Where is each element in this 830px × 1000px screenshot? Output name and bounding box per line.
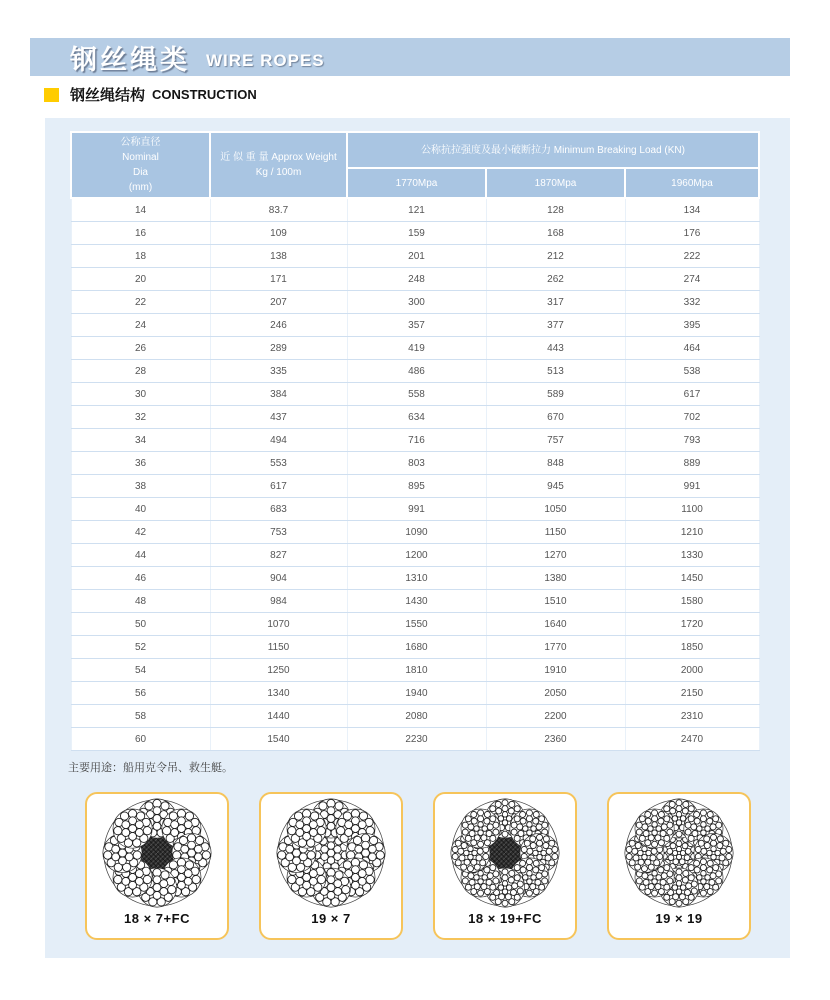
table-row <box>71 636 759 659</box>
table-cell: 332 <box>625 291 759 314</box>
table-cell: 2360 <box>486 728 625 751</box>
table-cell: 83.7 <box>210 198 347 222</box>
table-cell: 274 <box>625 268 759 291</box>
table-cell: 716 <box>347 429 486 452</box>
table-cell: 159 <box>347 222 486 245</box>
section-title-english: CONSTRUCTION <box>152 87 257 102</box>
table-row <box>71 268 759 291</box>
table-cell: 1090 <box>347 521 486 544</box>
table-cell: 419 <box>347 337 486 360</box>
header-breaking-load: 公称抗拉强度及最小破断拉力 Minimum Breaking Load (KN) <box>347 132 759 168</box>
table-cell: 1720 <box>625 613 759 636</box>
table-cell: 2470 <box>625 728 759 751</box>
table-cell: 109 <box>210 222 347 245</box>
table-cell: 16 <box>71 222 210 245</box>
table-cell: 384 <box>210 383 347 406</box>
table-cell: 26 <box>71 337 210 360</box>
construction-label: 18 × 19+FC <box>468 911 542 926</box>
table-cell: 1250 <box>210 659 347 682</box>
table-cell: 2080 <box>347 705 486 728</box>
table-cell: 1770 <box>486 636 625 659</box>
table-cell: 60 <box>71 728 210 751</box>
table-cell: 1550 <box>347 613 486 636</box>
construction-label: 19 × 7 <box>311 911 351 926</box>
table-cell: 1340 <box>210 682 347 705</box>
table-row <box>71 475 759 498</box>
table-row <box>71 521 759 544</box>
table-cell: 553 <box>210 452 347 475</box>
construction-cards <box>85 792 751 940</box>
table-cell: 1450 <box>625 567 759 590</box>
table-cell: 702 <box>625 406 759 429</box>
content-panel <box>45 118 790 958</box>
table-cell: 848 <box>486 452 625 475</box>
table-cell: 395 <box>625 314 759 337</box>
header-grade-1770: 1770Mpa <box>347 168 486 198</box>
table-row <box>71 728 759 751</box>
table-cell: 134 <box>625 198 759 222</box>
table-cell: 121 <box>347 198 486 222</box>
table-row <box>71 360 759 383</box>
table-cell: 617 <box>210 475 347 498</box>
page-title-chinese: 钢丝绳类 <box>70 44 190 75</box>
table-cell: 36 <box>71 452 210 475</box>
table-cell: 984 <box>210 590 347 613</box>
table-row <box>71 291 759 314</box>
table-cell: 1850 <box>625 636 759 659</box>
header-grade-1960: 1960Mpa <box>625 168 759 198</box>
table-cell: 1680 <box>347 636 486 659</box>
table-cell: 895 <box>347 475 486 498</box>
table-cell: 138 <box>210 245 347 268</box>
table-cell: 48 <box>71 590 210 613</box>
table-cell: 803 <box>347 452 486 475</box>
rope-cross-section-diagram <box>620 797 738 909</box>
table-cell: 171 <box>210 268 347 291</box>
table-cell: 50 <box>71 613 210 636</box>
table-cell: 2050 <box>486 682 625 705</box>
table-cell: 52 <box>71 636 210 659</box>
table-cell: 1150 <box>486 521 625 544</box>
table-cell: 1310 <box>347 567 486 590</box>
table-row <box>71 567 759 590</box>
table-cell: 1270 <box>486 544 625 567</box>
table-cell: 1330 <box>625 544 759 567</box>
table-row <box>71 337 759 360</box>
table-cell: 827 <box>210 544 347 567</box>
table-cell: 30 <box>71 383 210 406</box>
table-cell: 14 <box>71 198 210 222</box>
table-cell: 56 <box>71 682 210 705</box>
table-cell: 1150 <box>210 636 347 659</box>
page-title-band <box>30 38 790 76</box>
table-row <box>71 452 759 475</box>
table-cell: 538 <box>625 360 759 383</box>
header-approx-weight: 近 似 重 量 Approx Weight Kg / 100m <box>210 132 347 198</box>
table-cell: 1210 <box>625 521 759 544</box>
table-cell: 300 <box>347 291 486 314</box>
table-cell: 991 <box>625 475 759 498</box>
table-cell: 1100 <box>625 498 759 521</box>
table-cell: 889 <box>625 452 759 475</box>
table-cell: 2230 <box>347 728 486 751</box>
header-grade-1870: 1870Mpa <box>486 168 625 198</box>
spec-table <box>70 131 760 751</box>
table-cell: 1810 <box>347 659 486 682</box>
yellow-square-icon <box>44 88 59 102</box>
table-cell: 1540 <box>210 728 347 751</box>
table-cell: 494 <box>210 429 347 452</box>
table-row <box>71 314 759 337</box>
table-cell: 2310 <box>625 705 759 728</box>
table-cell: 34 <box>71 429 210 452</box>
table-cell: 207 <box>210 291 347 314</box>
table-cell: 683 <box>210 498 347 521</box>
table-cell: 246 <box>210 314 347 337</box>
table-cell: 176 <box>625 222 759 245</box>
table-row <box>71 222 759 245</box>
table-row <box>71 705 759 728</box>
table-row <box>71 682 759 705</box>
table-row <box>71 383 759 406</box>
construction-card <box>85 792 229 940</box>
table-cell: 46 <box>71 567 210 590</box>
table-cell: 2200 <box>486 705 625 728</box>
table-cell: 168 <box>486 222 625 245</box>
table-row <box>71 590 759 613</box>
construction-card <box>433 792 577 940</box>
table-cell: 634 <box>347 406 486 429</box>
table-cell: 1580 <box>625 590 759 613</box>
table-cell: 377 <box>486 314 625 337</box>
page-title-english: WIRE ROPES <box>206 50 325 70</box>
table-cell: 1510 <box>486 590 625 613</box>
table-cell: 32 <box>71 406 210 429</box>
rope-cross-section-diagram <box>272 797 390 909</box>
usage-note: 主要用途：船用克令吊、救生艇。 <box>68 762 233 774</box>
table-cell: 222 <box>625 245 759 268</box>
table-cell: 617 <box>625 383 759 406</box>
table-cell: 289 <box>210 337 347 360</box>
construction-card <box>607 792 751 940</box>
table-cell: 335 <box>210 360 347 383</box>
table-cell: 24 <box>71 314 210 337</box>
table-cell: 38 <box>71 475 210 498</box>
table-cell: 793 <box>625 429 759 452</box>
spec-table-wrap <box>70 131 758 751</box>
section-heading <box>44 84 257 105</box>
table-cell: 1640 <box>486 613 625 636</box>
construction-card <box>259 792 403 940</box>
table-cell: 20 <box>71 268 210 291</box>
table-cell: 128 <box>486 198 625 222</box>
table-cell: 18 <box>71 245 210 268</box>
table-cell: 248 <box>347 268 486 291</box>
table-row <box>71 245 759 268</box>
table-cell: 437 <box>210 406 347 429</box>
table-cell: 1940 <box>347 682 486 705</box>
table-cell: 40 <box>71 498 210 521</box>
table-cell: 1050 <box>486 498 625 521</box>
table-cell: 904 <box>210 567 347 590</box>
table-row <box>71 659 759 682</box>
table-cell: 1070 <box>210 613 347 636</box>
table-cell: 1430 <box>347 590 486 613</box>
table-cell: 443 <box>486 337 625 360</box>
header-nominal-dia: 公称直径 Nominal Dia (mm) <box>71 132 210 198</box>
table-cell: 486 <box>347 360 486 383</box>
table-cell: 513 <box>486 360 625 383</box>
construction-label: 18 × 7+FC <box>124 911 190 926</box>
table-cell: 464 <box>625 337 759 360</box>
table-cell: 42 <box>71 521 210 544</box>
table-cell: 945 <box>486 475 625 498</box>
table-row <box>71 198 759 222</box>
table-cell: 22 <box>71 291 210 314</box>
spec-table-body <box>71 198 759 751</box>
table-cell: 54 <box>71 659 210 682</box>
table-cell: 58 <box>71 705 210 728</box>
table-cell: 991 <box>347 498 486 521</box>
table-cell: 262 <box>486 268 625 291</box>
table-cell: 589 <box>486 383 625 406</box>
rope-cross-section-diagram <box>98 797 216 909</box>
table-cell: 1910 <box>486 659 625 682</box>
rope-cross-section-diagram <box>446 797 564 909</box>
table-cell: 2150 <box>625 682 759 705</box>
table-cell: 1380 <box>486 567 625 590</box>
table-cell: 670 <box>486 406 625 429</box>
table-row <box>71 498 759 521</box>
table-cell: 757 <box>486 429 625 452</box>
table-cell: 1200 <box>347 544 486 567</box>
table-cell: 2000 <box>625 659 759 682</box>
table-row <box>71 613 759 636</box>
table-cell: 201 <box>347 245 486 268</box>
table-cell: 44 <box>71 544 210 567</box>
table-cell: 317 <box>486 291 625 314</box>
section-title-chinese: 钢丝绳结构 <box>70 87 146 104</box>
table-row <box>71 544 759 567</box>
table-cell: 753 <box>210 521 347 544</box>
table-cell: 212 <box>486 245 625 268</box>
table-row <box>71 429 759 452</box>
construction-label: 19 × 19 <box>655 911 703 926</box>
table-cell: 558 <box>347 383 486 406</box>
table-cell: 28 <box>71 360 210 383</box>
table-row <box>71 406 759 429</box>
table-cell: 357 <box>347 314 486 337</box>
table-cell: 1440 <box>210 705 347 728</box>
